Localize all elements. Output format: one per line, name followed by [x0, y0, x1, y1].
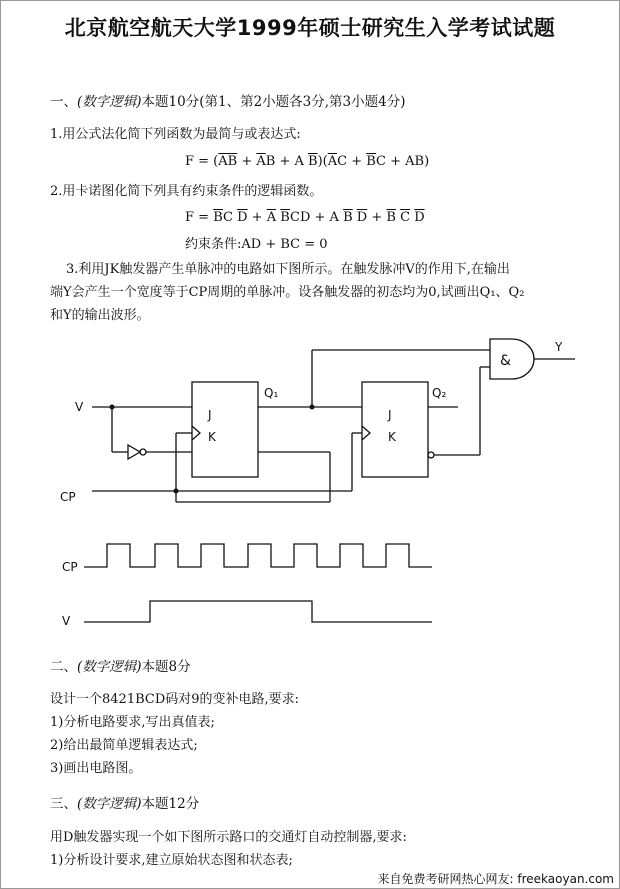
q2-req2: 2)给出最简单逻辑表达式; — [50, 738, 198, 753]
label-cp: CP — [60, 490, 76, 504]
eq2-e: $\overline{A}$ — [266, 210, 277, 225]
q1-rest: 本题10分(第1、第2小题各3分,第3小题4分) — [141, 94, 406, 110]
q1-equation2 — [185, 210, 425, 225]
eq2-a: $\overline{B}$ — [213, 210, 223, 225]
eq2-lhs: F = — [185, 210, 214, 225]
junction-dot — [310, 405, 315, 410]
cp-waveform — [84, 544, 432, 567]
q3-rest: 本题12分 — [141, 796, 200, 812]
q1-prefix: 一、 — [50, 94, 77, 110]
q2-rest: 本题8分 — [141, 659, 191, 675]
label-and: & — [500, 353, 511, 369]
exam-title: 北京航空航天大学1999年硕士研究生入学考试试题 — [64, 16, 556, 40]
inverter-gate — [128, 445, 140, 459]
q2-prefix: 二、 — [50, 659, 77, 675]
q3-heading — [50, 792, 199, 812]
q1-heading — [50, 90, 406, 110]
v-waveform — [84, 601, 432, 622]
ff2-qbar-bubble — [428, 452, 434, 458]
eq1-t2b: B — [265, 154, 276, 169]
q1-constraint: 约束条件:AD + BC = 0 — [185, 237, 328, 252]
eq2-o: $\overline{C}$ — [400, 210, 411, 225]
jk-circuit-diagram — [0, 325, 620, 645]
ff1-box — [192, 382, 258, 477]
eq1-t5b: C + AB) — [376, 154, 430, 169]
q2-req1: 1)分析电路要求,写出真值表; — [50, 715, 215, 730]
label-k2: K — [388, 430, 396, 444]
label-j2: J — [388, 408, 392, 422]
q2-tag: (数字逻辑) — [77, 659, 142, 675]
eq1-t1a: $\overline{A}$ — [218, 154, 228, 169]
eq2-l: + — [367, 210, 387, 225]
q3-intro: 用D触发器实现一个如下图所示路口的交通灯自动控制器,要求: — [50, 830, 407, 845]
q3-req1: 1)分析设计要求,建立原始状态图和状态表; — [50, 853, 293, 868]
q1-item3-line3: 和Y的输出波形。 — [50, 308, 150, 323]
label-q2: Q₂ — [432, 386, 447, 400]
eq2-c: $\overline{D}$ — [237, 210, 248, 225]
q1-item3-line1: 3.利用JK触发器产生单脉冲的电路如下图所示。在触发脉冲V的作用下,在输出 — [66, 262, 510, 277]
watermark-footer: 来自免费考研网热心网友: freekaoyan.com — [377, 872, 614, 886]
eq1-plus2: + A — [275, 154, 309, 169]
eq2-k: $\overline{D}$ — [356, 210, 368, 225]
label-j1: J — [208, 408, 212, 422]
q2-intro: 设计一个8421BCD码对9的变补电路,要求: — [50, 692, 300, 707]
and-gate — [490, 339, 534, 379]
eq2-h: CD + A — [290, 210, 344, 225]
eq2-i: $\overline{B}$ — [343, 210, 353, 225]
q2-req3: 3)画出电路图。 — [50, 761, 142, 776]
eq1-lhs: F = ( — [185, 154, 219, 169]
q3-tag: (数字逻辑) — [77, 796, 142, 812]
eq2-m: $\overline{B}$ — [386, 210, 396, 225]
q1-equation1 — [185, 154, 429, 169]
eq1-t4b: C + — [337, 154, 367, 169]
label-v: V — [75, 400, 84, 414]
wave-label-cp: CP — [62, 560, 78, 574]
q1-item2: 2.用卡诺图化简下列具有约束条件的逻辑函数。 — [50, 184, 323, 199]
eq2-d: + — [247, 210, 267, 225]
eq1-t2a: $\overline{A}$ — [256, 154, 266, 169]
eq1-mid: )( — [317, 154, 328, 169]
label-k1: K — [208, 430, 216, 444]
label-q1: Q₁ — [264, 386, 279, 400]
q3-prefix: 三、 — [50, 796, 77, 812]
q1-item3-line2: 端Y会产生一个宽度等于CP周期的单脉冲。设各触发器的初态均为0,试画出Q₁、Q₂ — [50, 285, 525, 300]
label-y: Y — [555, 340, 563, 354]
eq1-plus1: + — [237, 154, 257, 169]
eq1-t1b: $\overline{B}$ — [227, 154, 238, 169]
q1-item1: 1.用公式法化简下列函数为最简与或表达式: — [50, 127, 301, 142]
eq2-q: $\overline{D}$ — [414, 210, 425, 225]
eq1-t4a: $\overline{A}$ — [327, 154, 338, 169]
q2-heading — [50, 655, 191, 675]
eq2-g: $\overline{B}$ — [280, 210, 291, 225]
ff1-clock-triangle — [192, 426, 200, 440]
junction-dot — [110, 405, 115, 410]
eq1-t3b: $\overline{B}$ — [308, 154, 318, 169]
wave-label-v: V — [62, 614, 71, 628]
ff2-clock-triangle — [362, 426, 370, 440]
eq1-t5a: $\overline{B}$ — [366, 154, 377, 169]
eq2-b: C — [222, 210, 238, 225]
junction-dot — [174, 489, 179, 494]
q1-tag: (数字逻辑) — [77, 94, 142, 110]
